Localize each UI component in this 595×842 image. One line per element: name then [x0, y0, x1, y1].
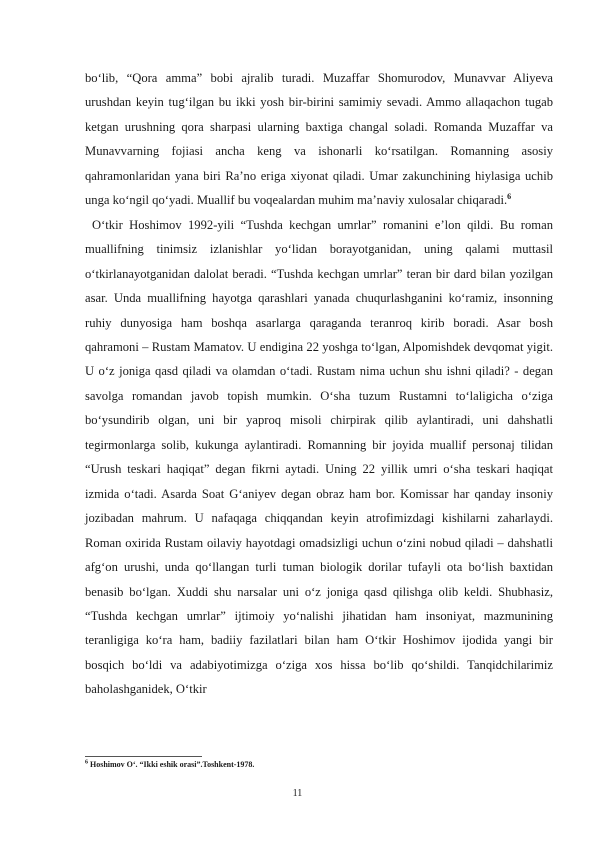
footnote	[85, 759, 553, 770]
page-number: 11	[292, 788, 303, 799]
paragraph-2-text: O‘tkir Hoshimov 1992-yili “Tushda kechgan umrlar” romanini e’lon qildi. Bu roman muallifning tinimsiz izlanishlar yo‘lidan borayotganidan, uning qalami muttasil o‘tkirlanayotganidan dalolat beradi. “Tushda kechgan umrlar” teran bir dard bilan yozilgan asar. Unda muallifning hayotga qarashlari yanada chuqurlashganini ko‘ramiz, insonning ruhiy dunyosiga ham boshqa asarlarga qaraganda teranroq kirib boradi. Asar bosh qahramoni – Rustam Mamatov. U endigina 22 yoshga to‘lgan, Alpomishdek devqomat yigit. U o‘z joniga qasd qiladi va olamdan o‘tadi. Rustam nima uchun shu ishni qiladi? - degan savolga romandan javob topish mumkin. O‘sha tuzum Rustamni to‘laligicha o‘ziga bo‘ysundirib olgan, uni bir yaproq misoli chirpirak qilib aylantiradi, uni dahshatli tegirmonlarga solib, kukunga aylantiradi. Romanning bir joyida muallif personaj tilidan “Urush teskari haqiqat” degan fikrni aytadi. Uning 22 yillik umri o‘sha teskari haqiqat izmida o‘tadi. Asarda Soat G‘aniyev degan obraz ham bor. Komissar har qanday insoniy jozibadan mahrum. U nafaqaga chiqqandan keyin atrofimizdagi kishilarni zaharlaydi. Roman oxirida Rustam oilaviy hayotdagi omadsizligi uchun o‘zini nobud qiladi – dahshatli afg‘on urushi, unda qo‘llangan turli tuman biologik dorilar tufayli ota bo‘lish baxtidan benasib bo‘lgan. Xuddi shu narsalar uni o‘z joniga qasd qilishga olib keldi. Shubhasiz, “Tushda kechgan umrlar” ijtimoiy yo‘nalishi jihatidan ham insoniyat, mazmunining teranligiga ko‘ra ham, badiiy fazilatlari bilan ham O‘tkir Hoshimov ijodida yangi bir bosqich bo‘ldi va adabiyotimizga o‘ziga xos hissa bo‘lib qo‘shildi. Tanqidchilarimiz baholashganidek, O‘tkir	[85, 217, 553, 697]
paragraph-1	[85, 66, 553, 213]
footnote-reference[interactable]: 6	[507, 192, 512, 202]
footnote-text: Hoshimov O‘. “Ikki eshik orasi”.Toshkent-1978.	[90, 760, 255, 769]
paragraph-1-text: bo‘lib, “Qora amma” bobi ajralib turadi. Muzaffar Shomurodov, Munavvar Aliyeva urushdan keyin tug‘ilgan bu ikki yosh bir-birini samimiy sevadi. Ammo allaqachon tugab ketgan urushning qora sharpasi ularning baxtiga changal soladi. Romanda Muzaffar va Munavvarning fojiasi ancha keng va ishonarli ko‘rsatilgan. Romanning asosiy qahramonlaridan yana biri Ra’no eriga xiyonat qiladi. Umar zakunchining hiylasiga uchib unga ko‘ngil qo‘yadi. Muallif bu voqealardan muhim ma’naviy xulosalar chiqaradi.	[85, 71, 553, 208]
footnote-divider	[85, 756, 202, 757]
paragraph-2	[85, 213, 553, 702]
body-text	[85, 66, 553, 702]
footnote-marker: 6	[85, 759, 88, 766]
